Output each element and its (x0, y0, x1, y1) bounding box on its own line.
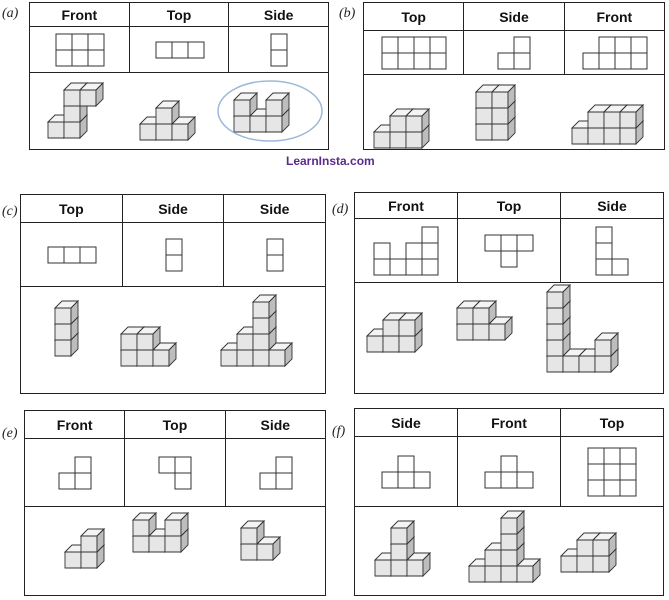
view-square (390, 259, 406, 275)
panel-a-view-3 (229, 27, 328, 72)
cube-face (390, 132, 406, 148)
panel-f-view-1 (355, 437, 458, 506)
cube-face (257, 544, 273, 560)
panel-f-label: (f) (332, 424, 346, 439)
view-square (267, 239, 283, 255)
view-square (588, 480, 604, 496)
cube-face (391, 544, 407, 560)
view-square (398, 456, 414, 472)
view-square (156, 42, 172, 58)
cube-solid (133, 513, 188, 552)
cube-face (391, 528, 407, 544)
cube-face (517, 566, 533, 582)
view-square (596, 227, 612, 243)
panel-a-header-2: Top (130, 3, 230, 26)
cube-face (390, 116, 406, 132)
view-square (382, 472, 398, 488)
panel-d-header-3: Side (597, 197, 627, 214)
view-square (382, 37, 398, 53)
cube-face (489, 324, 505, 340)
cube-solid (469, 511, 540, 582)
cube-face (399, 320, 415, 336)
cube-face (149, 536, 165, 552)
panel-d-view-2 (458, 219, 561, 282)
panel-e (0, 404, 330, 598)
cube-solid (547, 285, 618, 372)
panel-d-label: (d) (332, 202, 349, 217)
cube-face (399, 336, 415, 352)
view-square (620, 480, 636, 496)
view-square (175, 473, 191, 489)
cube-face (81, 536, 97, 552)
panel-a-view-2 (130, 27, 230, 72)
cube-solid (65, 529, 104, 568)
view-square (501, 456, 517, 472)
cube-face (121, 350, 137, 366)
view-square (583, 53, 599, 69)
view-square (501, 472, 517, 488)
view-square (620, 464, 636, 480)
panel-e-view-1 (25, 439, 125, 506)
cube-solid (476, 85, 515, 140)
panel-b-view-3 (565, 31, 664, 74)
panel-e-table (24, 410, 326, 596)
panel-d-header-2: Top (458, 193, 561, 218)
panel-c-view-3 (224, 223, 325, 286)
panel-e-label: (e) (2, 426, 18, 441)
cube-face (64, 122, 80, 138)
view-square (588, 448, 604, 464)
cube-face (501, 566, 517, 582)
panel-b (337, 0, 667, 152)
cube-face (253, 350, 269, 366)
panel-c-label: (c) (2, 204, 18, 219)
view-square (588, 464, 604, 480)
panel-b-label: (b) (339, 6, 356, 21)
view-square (267, 255, 283, 271)
cube-face (237, 334, 253, 350)
panel-c (0, 190, 330, 396)
cube-face (492, 108, 508, 124)
cube-face (55, 340, 71, 356)
view-square (398, 53, 414, 69)
cube-solid (375, 521, 430, 576)
cube-solid (221, 295, 292, 366)
cube-face (407, 560, 423, 576)
cube-face (137, 350, 153, 366)
cube-face (172, 124, 188, 140)
panel-f-header-2: Front (458, 409, 561, 436)
cube-solid (121, 327, 176, 366)
panel-a-header-1: Front (30, 3, 130, 26)
panel-d-table (354, 192, 664, 394)
panel-f (330, 404, 668, 598)
view-square (374, 243, 390, 259)
cube-face (547, 356, 563, 372)
view-square (276, 473, 292, 489)
view-square (485, 472, 501, 488)
cube-face (473, 308, 489, 324)
view-square (406, 243, 422, 259)
cube-face (501, 518, 517, 534)
view-square (498, 53, 514, 69)
cube-face (579, 356, 595, 372)
view-square (485, 235, 501, 251)
cube-solid (457, 301, 512, 340)
cube-face (457, 324, 473, 340)
view-square (517, 472, 533, 488)
cube-face (476, 124, 492, 140)
cube-face (48, 122, 64, 138)
view-square (422, 227, 438, 243)
highlight-ellipse (215, 78, 325, 144)
cube-face (501, 550, 517, 566)
view-square (72, 50, 88, 66)
cube-face (383, 320, 399, 336)
view-square (271, 50, 287, 66)
view-square (604, 464, 620, 480)
panel-c-header-1: Top (21, 195, 123, 222)
panel-b-header-1: Top (364, 3, 464, 30)
view-square (159, 457, 175, 473)
view-square (430, 37, 446, 53)
view-square (56, 50, 72, 66)
panel-d-header-1: Front (355, 193, 458, 218)
cube-face (492, 124, 508, 140)
panel-b-header-2: Side (464, 3, 564, 30)
panel-f-view-2 (458, 437, 561, 506)
view-square (398, 472, 414, 488)
cube-face (476, 92, 492, 108)
cube-face (165, 536, 181, 552)
view-square (501, 251, 517, 267)
panel-a (0, 0, 330, 152)
panel-f-header-3: Top (599, 414, 625, 431)
panel-b-table (363, 2, 665, 150)
cube-face (140, 124, 156, 140)
cube-face (492, 92, 508, 108)
cube-face (501, 534, 517, 550)
cube-face (485, 566, 501, 582)
cube-face (457, 308, 473, 324)
view-square (166, 239, 182, 255)
cube-face (406, 132, 422, 148)
cube-face (153, 350, 169, 366)
cube-face (563, 356, 579, 372)
view-square (501, 235, 517, 251)
cube-face (547, 340, 563, 356)
cube-face (64, 90, 80, 106)
cube-face (64, 106, 80, 122)
view-square (271, 34, 287, 50)
view-square (414, 37, 430, 53)
panel-c-solids (21, 287, 325, 393)
cube-face (469, 566, 485, 582)
cube-face (547, 308, 563, 324)
view-square (56, 34, 72, 50)
view-square (612, 259, 628, 275)
cube-face (81, 552, 97, 568)
view-square (172, 42, 188, 58)
cube-face (241, 528, 257, 544)
panel-f-table (354, 408, 664, 596)
view-square (72, 34, 88, 50)
panel-c-header-2: Side (123, 195, 225, 222)
cube-solid (55, 301, 78, 356)
cube-face (406, 116, 422, 132)
cube-face (577, 556, 593, 572)
cube-face (241, 544, 257, 560)
panel-a-header-3: Side (263, 6, 294, 23)
cube-face (375, 560, 391, 576)
panel-f-view-3 (561, 437, 663, 506)
cube-face (485, 550, 501, 566)
panel-b-view-1 (364, 31, 464, 74)
cube-face (595, 356, 611, 372)
view-square (631, 53, 647, 69)
cube-face (391, 560, 407, 576)
panel-b-solids (364, 75, 664, 149)
cube-face (595, 340, 611, 356)
cube-face (253, 318, 269, 334)
panel-e-view-3 (226, 439, 325, 506)
view-square (414, 472, 430, 488)
view-square (406, 259, 422, 275)
cube-face (253, 334, 269, 350)
view-square (75, 457, 91, 473)
view-square (599, 37, 615, 53)
cube-face (121, 334, 137, 350)
view-square (48, 247, 64, 263)
cube-face (572, 128, 588, 144)
cube-face (473, 324, 489, 340)
view-square (422, 243, 438, 259)
panel-e-header-1: Front (25, 411, 125, 438)
cube-face (620, 112, 636, 128)
view-square (374, 259, 390, 275)
view-square (188, 42, 204, 58)
cube-face (547, 292, 563, 308)
view-square (64, 247, 80, 263)
cube-face (137, 334, 153, 350)
panel-b-header-3: Front (596, 8, 633, 25)
cube-face (604, 112, 620, 128)
panel-d-view-1 (355, 219, 458, 282)
view-square (175, 457, 191, 473)
view-square (88, 50, 104, 66)
cube-face (588, 112, 604, 128)
cube-face (367, 336, 383, 352)
cube-face (133, 520, 149, 536)
view-square (75, 473, 91, 489)
view-square (276, 457, 292, 473)
view-square (430, 53, 446, 69)
view-square (631, 37, 647, 53)
cube-face (476, 108, 492, 124)
panel-a-label: (a) (2, 6, 19, 21)
view-square (260, 473, 276, 489)
cube-face (156, 108, 172, 124)
view-square (604, 480, 620, 496)
panel-e-view-2 (125, 439, 225, 506)
panel-c-view-2 (123, 223, 225, 286)
view-square (596, 243, 612, 259)
cube-face (547, 324, 563, 340)
cube-face (65, 552, 81, 568)
cube-face (133, 536, 149, 552)
cube-face (80, 90, 96, 106)
panel-c-header-3: Side (259, 200, 290, 217)
view-square (620, 448, 636, 464)
cube-face (588, 128, 604, 144)
cube-face (165, 520, 181, 536)
panel-a-view-1 (30, 27, 130, 72)
panel-b-view-2 (464, 31, 564, 74)
cube-face (269, 350, 285, 366)
panel-c-table (20, 194, 326, 394)
cube-solid (367, 313, 422, 352)
panel-e-header-3: Side (260, 416, 291, 433)
view-square (59, 473, 75, 489)
cube-face (593, 540, 609, 556)
cube-face (383, 336, 399, 352)
panel-d-solids (355, 283, 663, 393)
view-square (514, 53, 530, 69)
panel-d-view-3 (561, 219, 663, 282)
cube-face (253, 302, 269, 318)
view-square (615, 37, 631, 53)
brand-watermark: LearnInsta.com (286, 154, 375, 168)
view-square (604, 448, 620, 464)
cube-face (604, 128, 620, 144)
view-square (517, 235, 533, 251)
view-square (398, 37, 414, 53)
cube-face (620, 128, 636, 144)
panel-d (330, 190, 668, 396)
cube-solid (241, 521, 280, 560)
cube-face (55, 324, 71, 340)
panel-f-solids (355, 507, 663, 595)
view-square (596, 259, 612, 275)
view-square (514, 37, 530, 53)
cube-solid (374, 109, 429, 148)
cube-face (374, 132, 390, 148)
view-square (422, 259, 438, 275)
cube-face (55, 308, 71, 324)
cube-solid (561, 533, 616, 572)
cube-face (577, 540, 593, 556)
cube-face (221, 350, 237, 366)
view-square (414, 53, 430, 69)
panel-e-header-2: Top (125, 411, 225, 438)
panel-f-header-1: Side (355, 409, 458, 436)
cube-solid (48, 83, 103, 138)
cube-solid (140, 101, 195, 140)
view-square (80, 247, 96, 263)
cube-face (237, 350, 253, 366)
view-square (88, 34, 104, 50)
view-square (382, 53, 398, 69)
cube-face (593, 556, 609, 572)
view-square (166, 255, 182, 271)
cube-solid (572, 105, 643, 144)
view-square (599, 53, 615, 69)
panel-e-solids (25, 507, 325, 595)
view-square (615, 53, 631, 69)
cube-face (156, 124, 172, 140)
panel-c-view-1 (21, 223, 123, 286)
cube-face (561, 556, 577, 572)
